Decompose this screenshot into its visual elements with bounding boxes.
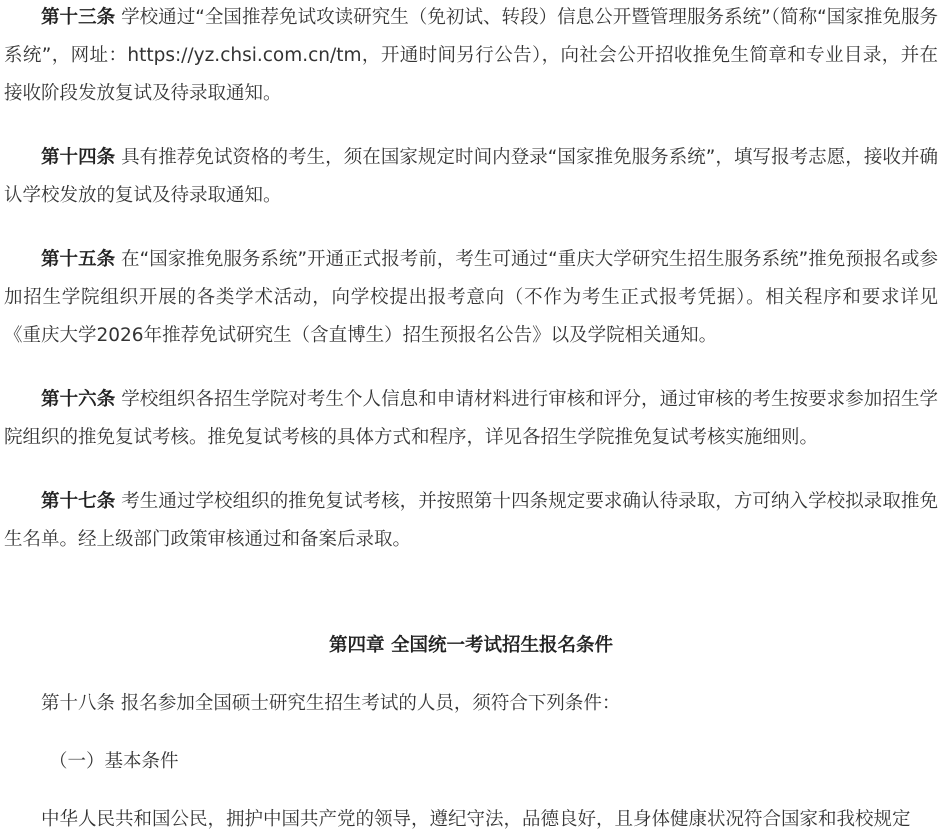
article-label: 第十三条 bbox=[41, 7, 116, 28]
article-text: 学校通过“全国推荐免试攻读研究生（免初试、转段）信息公开暨管理服务系统”（简称“国家推免服务系统”，网址：https://yz.chsi.com.cn/tm，开通时间另行公告），向社会公开招收推免生简章和专业目录，并在接收阶段发放复试及待录取通知。 bbox=[4, 7, 938, 104]
article-text: 学校组织各招生学院对考生个人信息和申请材料进行审核和评分，通过审核的考生按要求参加招生学院组织的推免复试考核。推免复试考核的具体方式和程序，详见各招生学院推免复试考核实施细则。 bbox=[4, 389, 938, 448]
article-label: 第十七条 bbox=[41, 491, 116, 512]
article-label: 第十八条 bbox=[41, 693, 116, 714]
article-label: 第十四条 bbox=[41, 147, 116, 168]
section-basic-conditions: （一）基本条件 bbox=[49, 751, 179, 772]
article-16 bbox=[4, 381, 938, 457]
article-text: 考生通过学校组织的推免复试考核，并按照第十四条规定要求确认待录取，方可纳入学校拟录取推免生名单。经上级部门政策审核通过和备案后录取。 bbox=[4, 491, 938, 550]
article-18 bbox=[4, 685, 938, 723]
article-15 bbox=[4, 241, 938, 355]
article-17 bbox=[4, 483, 938, 559]
chapter-title: 第四章 全国统一考试招生报名条件 bbox=[329, 635, 613, 656]
article-text: 在“国家推免服务系统”开通正式报考前，考生可通过“重庆大学研究生招生服务系统”推免预报名或参加招生学院组织开展的各类学术活动，向学校提出报考意向（不作为考生正式报考凭据）。相关程序和要求详见《重庆大学2026年推荐免试研究生（含直博生）招生预报名公告》以及学院相关通知。 bbox=[4, 249, 938, 346]
article-label: 第十六条 bbox=[41, 389, 116, 410]
article-label: 第十五条 bbox=[41, 249, 116, 270]
article-13 bbox=[4, 0, 938, 113]
article-text: 报名参加全国硕士研究生招生考试的人员，须符合下列条件： bbox=[115, 693, 621, 714]
basic-conditions-text: 中华人民共和国公民，拥护中国共产党的领导，遵纪守法，品德良好，且身体健康状况符合国家和我校规定 bbox=[41, 809, 911, 830]
article-text: 具有推荐免试资格的考生，须在国家规定时间内登录“国家推免服务系统”，填写报考志愿，接收并确认学校发放的复试及待录取通知。 bbox=[4, 147, 938, 206]
article-14 bbox=[4, 139, 938, 215]
